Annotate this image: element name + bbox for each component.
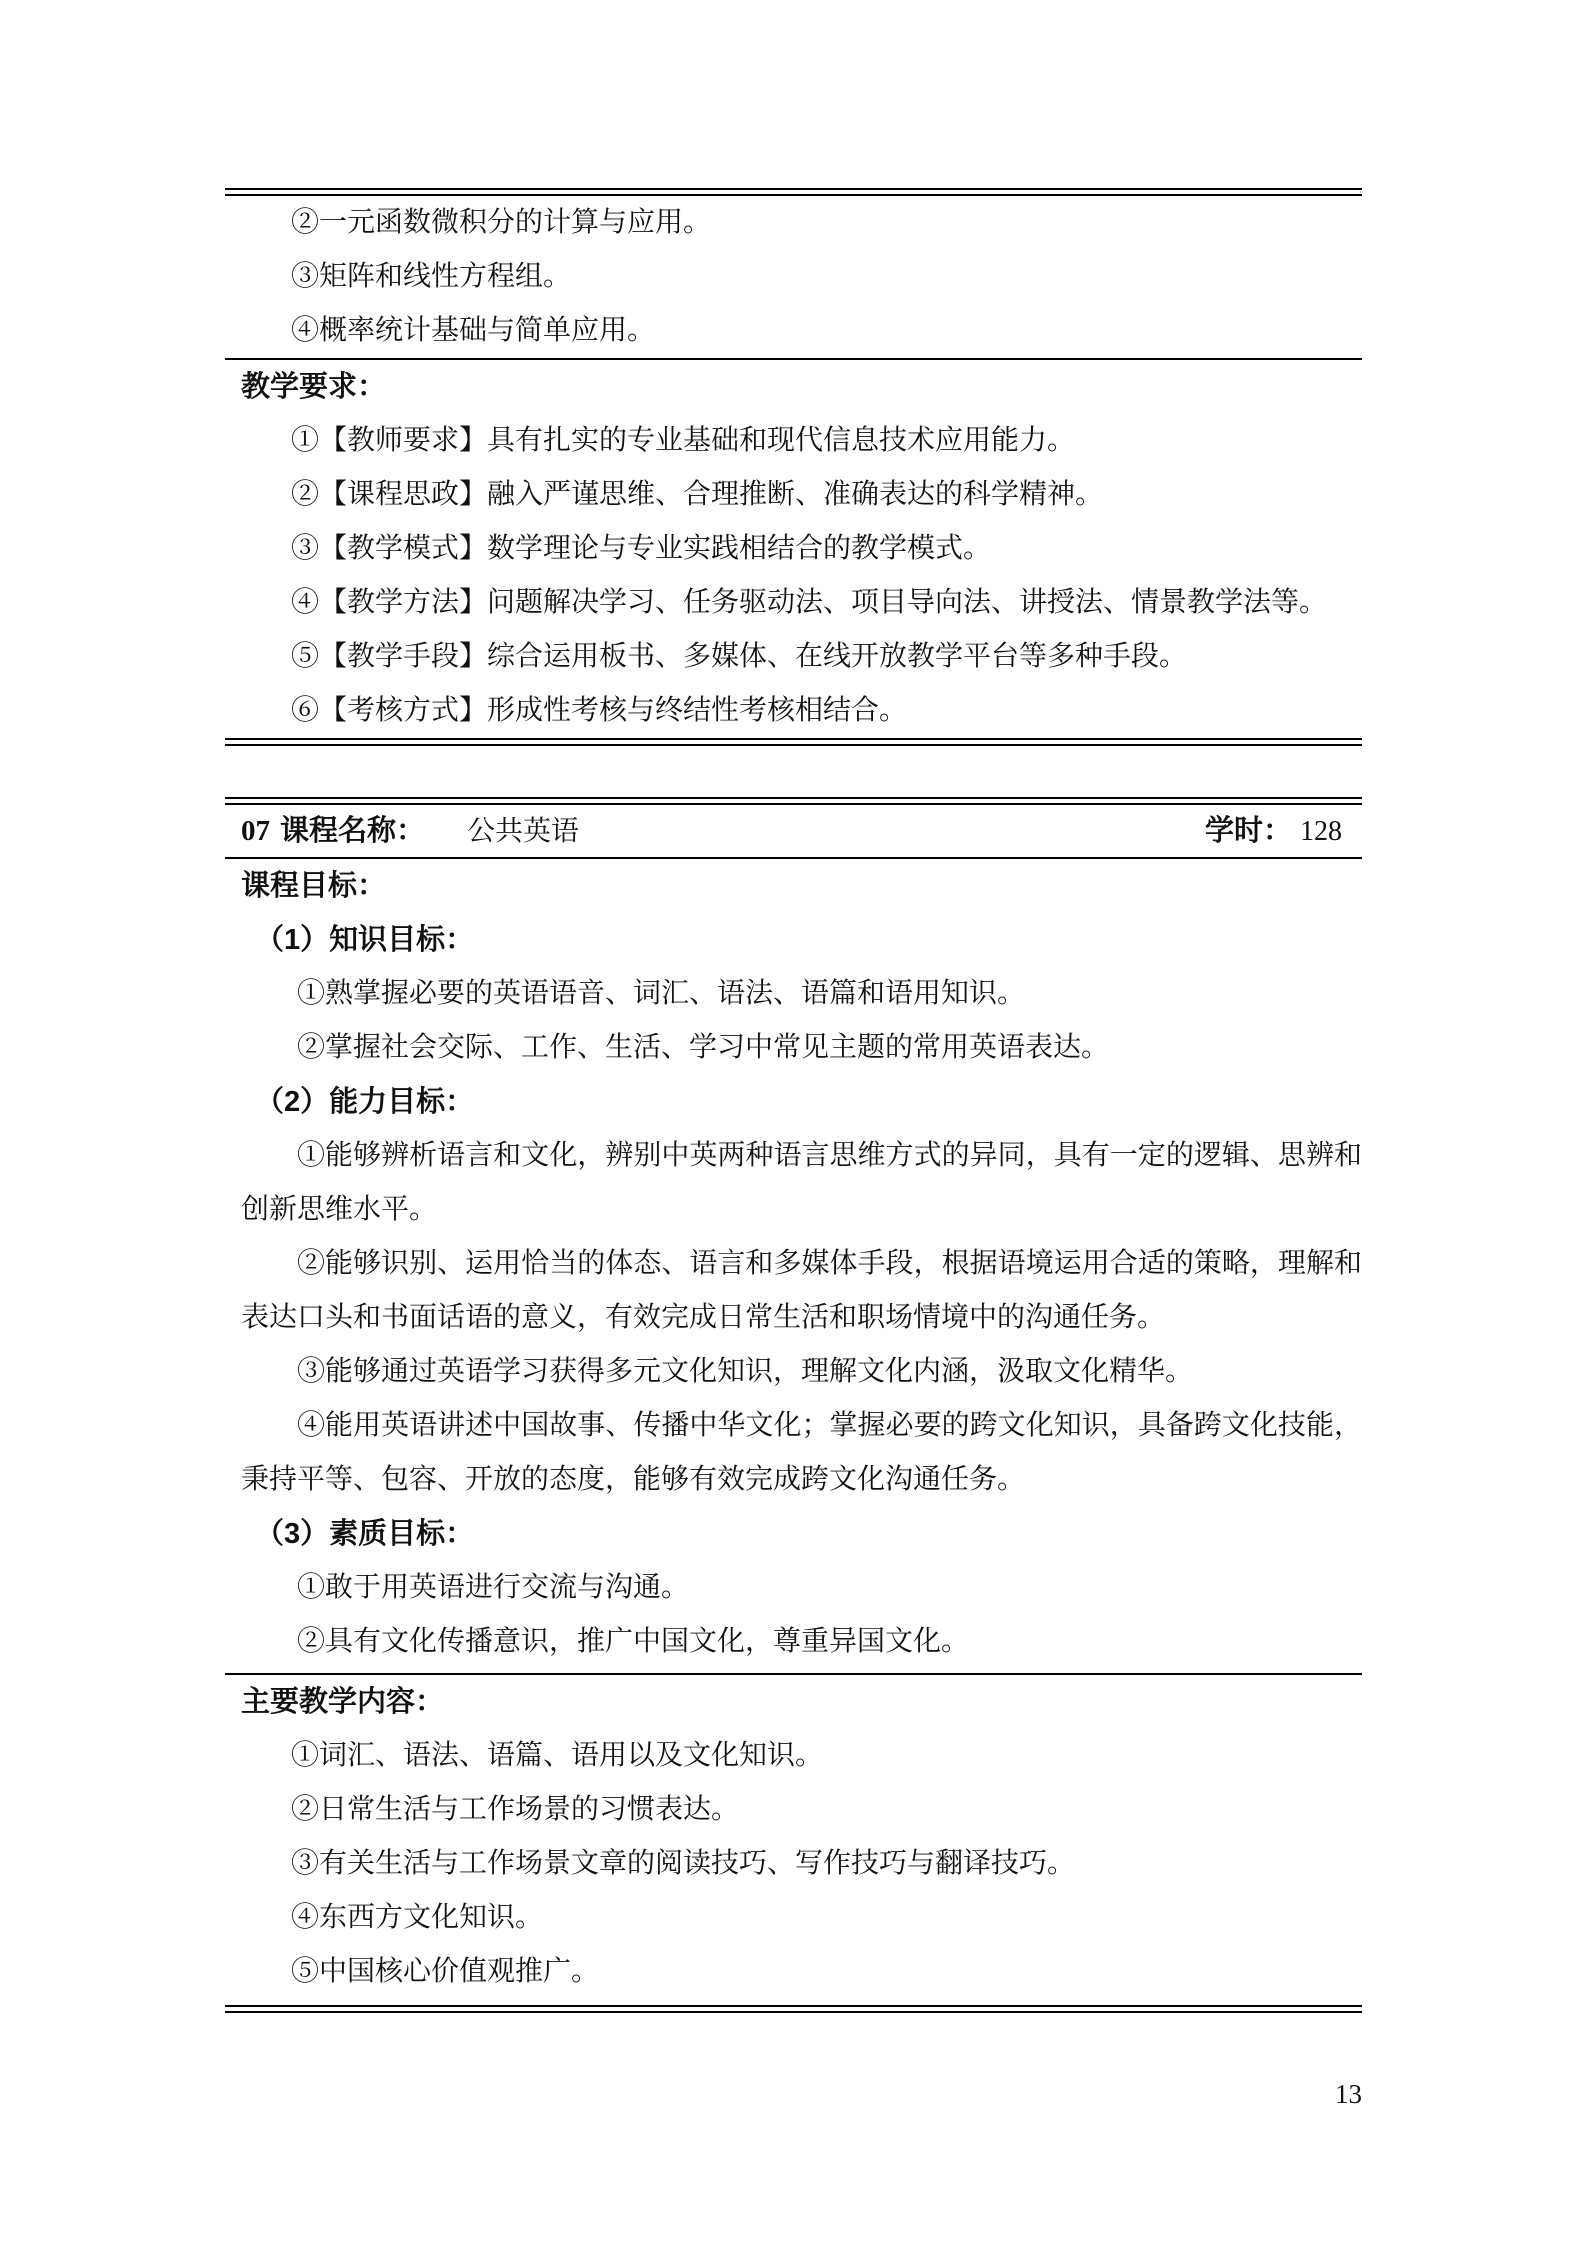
course-number: 07 (241, 815, 270, 847)
objective-subheading: （2）能力目标： (255, 1086, 475, 1118)
content-item: ④概率统计基础与简单应用。 (291, 315, 656, 346)
content-item: ②日常生活与工作场景的习惯表达。 (291, 1794, 740, 1825)
content-item: ④东西方文化知识。 (291, 1902, 544, 1933)
objective-subheading: （1）知识目标： (255, 924, 475, 956)
course-06-content-list (225, 196, 1362, 358)
course-name-value: 公共英语 (467, 816, 580, 847)
requirement-item: ①【教师要求】具有扎实的专业基础和现代信息技术应用能力。 (291, 425, 1076, 456)
requirement-item: ⑥【考核方式】形成性考核与终结性考核相结合。 (291, 695, 908, 726)
objective-item: ②能够识别、运用恰当的体态、语言和多媒体手段，根据语境运用合适的策略，理解和表达口头和书面话语的意义，有效完成日常生活和职场情境中的沟通任务。 (241, 1248, 1362, 1333)
content-item: ③有关生活与工作场景文章的阅读技巧、写作技巧与翻译技巧。 (291, 1848, 1076, 1879)
page-number: 13 (1335, 2079, 1362, 2109)
course-hours-group (1205, 805, 1342, 858)
section-bottom-rule (225, 738, 1362, 746)
main-teaching-content-heading: 主要教学内容： (241, 1686, 445, 1718)
requirement-item: ⑤【教学手段】综合运用板书、多媒体、在线开放教学平台等多种手段。 (291, 641, 1188, 672)
objective-item: ①熟掌握必要的英语语音、词汇、语法、语篇和语用知识。 (297, 978, 1026, 1009)
hours-value: 128 (1300, 816, 1342, 847)
requirement-item: ④【教学方法】问题解决学习、任务驱动法、项目导向法、讲授法、情景教学法等。 (291, 587, 1328, 618)
course-objectives-list (225, 913, 1362, 1669)
content-item: ②一元函数微积分的计算与应用。 (291, 207, 712, 238)
content-item: ③矩阵和线性方程组。 (291, 261, 572, 292)
section-top-rule (225, 797, 1362, 805)
section-top-rule (225, 188, 1362, 196)
objective-item: ④能用英语讲述中国故事、传播中华文化；掌握必要的跨文化知识，具备跨文化技能，秉持平等、包容、开放的态度，能够有效完成跨文化沟通任务。 (241, 1410, 1362, 1495)
course-title-group (241, 805, 579, 858)
course-header-row (225, 805, 1362, 857)
hours-label: 学时： (1204, 815, 1292, 847)
course-06-section (225, 188, 1362, 746)
content-item: ⑤中国核心价值观推广。 (291, 1956, 600, 1987)
objective-item: ③能够通过英语学习获得多元文化知识，理解文化内涵，汲取文化精华。 (297, 1356, 1194, 1387)
objective-item: ②具有文化传播意识，推广中国文化，尊重异国文化。 (297, 1626, 970, 1657)
course-07-section (225, 797, 1362, 2013)
objective-item: ①敢于用英语进行交流与沟通。 (297, 1572, 690, 1603)
course-name-label: 课程名称： (280, 815, 426, 847)
main-teaching-content-list (225, 1729, 1362, 1999)
requirement-item: ③【教学模式】数学理论与专业实践相结合的教学模式。 (291, 533, 992, 564)
requirement-item: ②【课程思政】融入严谨思维、合理推断、准确表达的科学精神。 (291, 479, 1104, 510)
objective-subheading: （3）素质目标： (255, 1518, 475, 1550)
teaching-requirements-heading: 教学要求： (241, 371, 387, 403)
objective-item: ②掌握社会交际、工作、生活、学习中常见主题的常用英语表达。 (297, 1032, 1110, 1063)
content-item: ①词汇、语法、语篇、语用以及文化知识。 (291, 1740, 824, 1771)
objective-item: ①能够辨析语言和文化，辨别中英两种语言思维方式的异同，具有一定的逻辑、思辨和创新思维水平。 (241, 1140, 1362, 1225)
section-bottom-rule (225, 2005, 1362, 2013)
teaching-requirements-list (225, 414, 1362, 738)
course-objectives-heading: 课程目标： (241, 870, 387, 902)
